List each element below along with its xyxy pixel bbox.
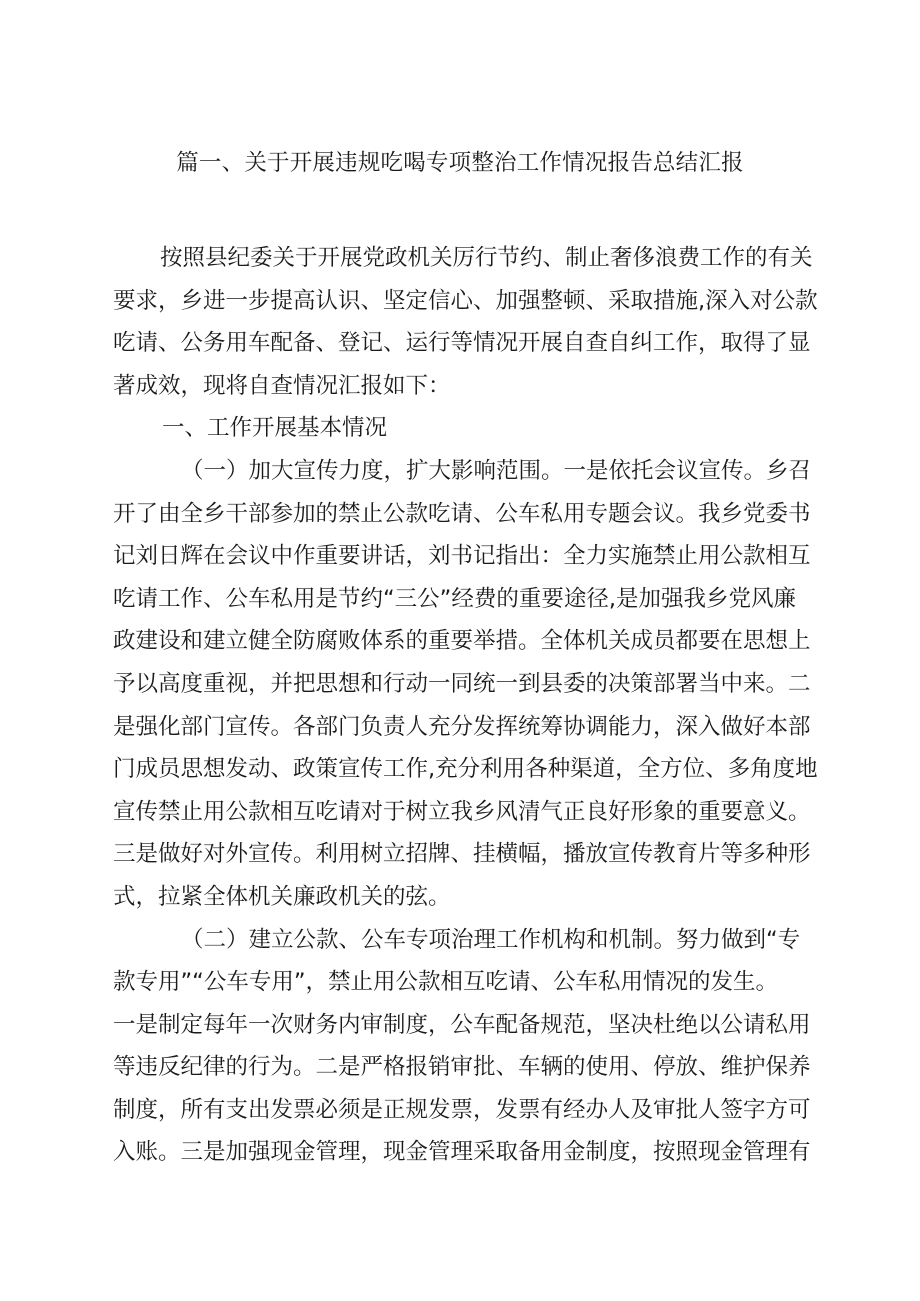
paragraph-line: 要求，乡进一步提高认识、坚定信心、加强整顿、采取措施,深入对公款 — [113, 287, 818, 314]
section-heading: 一、工作开展基本情况 — [162, 415, 388, 442]
paragraph-line: 宣传禁止用公款相互吃请对于树立我乡风清气正良好形象的重要意义。 — [113, 798, 811, 825]
paragraph-line: 三是做好对外宣传。利用树立招牌、挂横幅，播放宣传教育片等多种形 — [113, 841, 811, 868]
paragraph-line: 记刘日辉在会议中作重要讲话，刘书记指出：全力实施禁止用公款相互 — [113, 543, 811, 570]
paragraph-line: （一）加大宣传力度，扩大影响范围。一是依托会议宣传。乡召 — [181, 457, 812, 484]
paragraph-line: （二）建立公款、公车专项治理工作机构和机制。努力做到“专 — [181, 926, 801, 953]
document-title: 篇一、关于开展违规吃喝专项整治工作情况报告总结汇报 — [176, 150, 744, 176]
paragraph-line: 一是制定每年一次财务内审制度，公车配备规范，坚决杜绝以公请私用 — [113, 1011, 811, 1038]
paragraph-line: 吃请、公务用车配备、登记、运行等情况开展自查自纠工作，取得了显 — [113, 330, 811, 357]
paragraph-line: 入账。三是加强现金管理，现金管理采取备用金制度，按照现金管理有 — [113, 1139, 811, 1166]
paragraph-line: 是强化部门宣传。各部门负责人充分发挥统筹协调能力，深入做好本部 — [113, 713, 811, 740]
paragraph-line: 款专用”“公车专用”，禁止用公款相互吃请、公车私用情况的发生。 — [113, 969, 778, 996]
paragraph-line: 吃请工作、公车私用是节约“三公”经费的重要途径,是加强我乡党风廉 — [113, 585, 796, 612]
paragraph-line: 式，拉紧全体机关廉政机关的弦。 — [113, 883, 451, 910]
paragraph-line: 政建设和建立健全防腐败体系的重要举措。全体机关成员都要在思想上 — [113, 628, 811, 655]
paragraph-line: 开了由全乡干部参加的禁止公款吃请、公车私用专题会议。我乡党委书 — [113, 500, 811, 527]
paragraph-line: 等违反纪律的行为。二是严格报销审批、车辆的使用、停放、维护保养 — [113, 1054, 811, 1081]
paragraph-line: 按照县纪委关于开展党政机关厉行节约、制止奢侈浪费工作的有关 — [160, 245, 813, 271]
paragraph-line: 门成员思想发动、政策宣传工作,充分利用各种渠道，全方位、多角度地 — [113, 756, 818, 783]
document-body — [113, 237, 833, 1174]
paragraph-line: 制度，所有支出发票必须是正规发票，发票有经办人及审批人签字方可 — [113, 1096, 811, 1123]
paragraph-line: 著成效，现将自查情况汇报如下： — [113, 372, 451, 399]
paragraph-line: 予以高度重视，并把思想和行动一同统一到县委的决策部署当中来。二 — [113, 670, 811, 697]
